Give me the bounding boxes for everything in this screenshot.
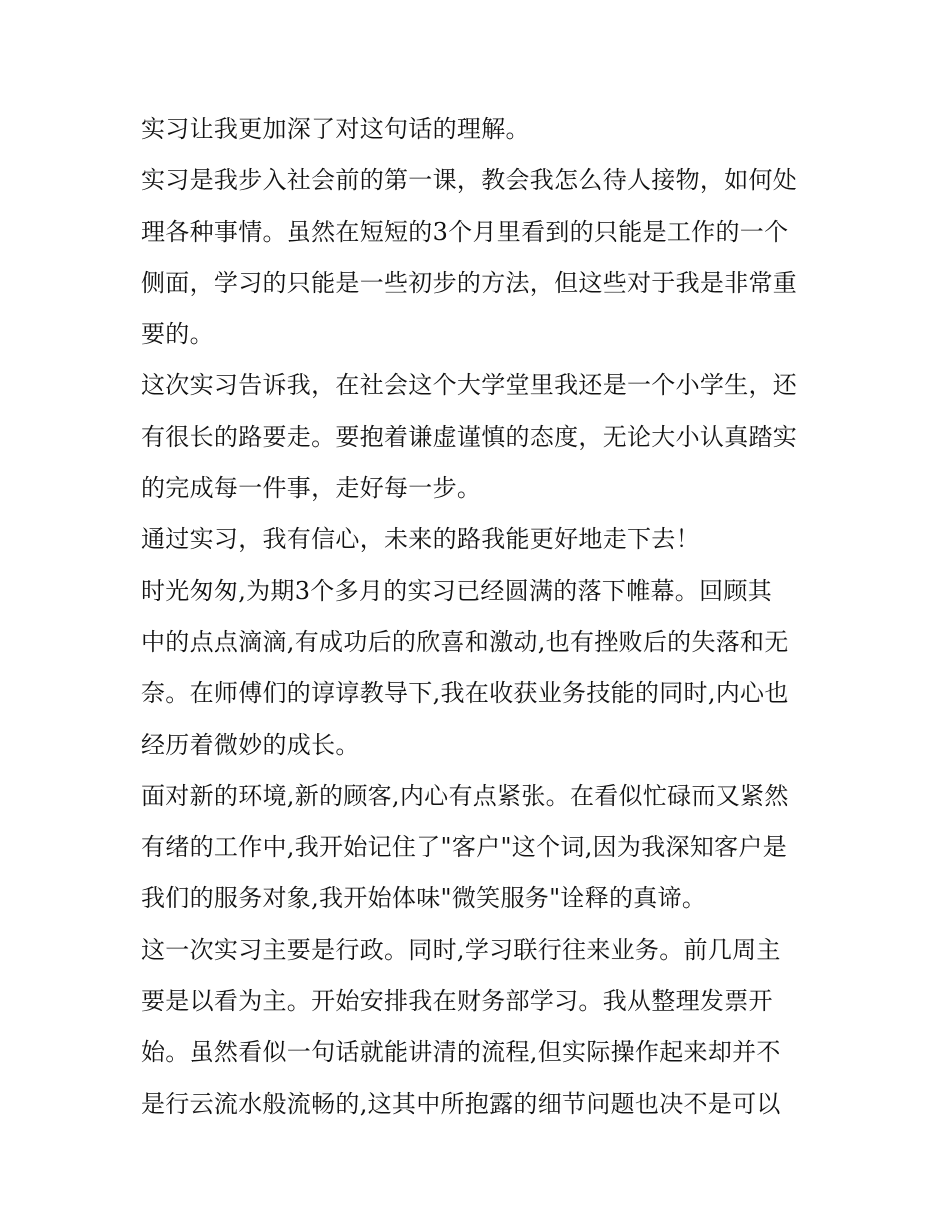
text-line: 要的。: [141, 320, 214, 349]
text-line: 时光匆匆,为期3个多月的实习已经圆满的落下帷幕。回顾其: [141, 576, 772, 605]
text-line: 实习让我更加深了对这句话的理解。: [141, 115, 530, 143]
text-line: 要是以看为主。开始安排我在财务部学习。我从整理发票开: [141, 987, 773, 1016]
text-line: 经历着微妙的成长。: [141, 730, 360, 759]
text-line: 侧面，学习的只能是一些初步的方法，但这些对于我是非常重: [141, 268, 798, 297]
text-line: 面对新的环境,新的顾客,内心有点紧张。在看似忙碌而又紧然: [141, 781, 789, 810]
text-line: 始。虽然看似一句话就能讲清的流程,但实际操作起来却并不: [141, 1038, 781, 1067]
text-line: 我们的服务对象,我开始体味"微笑服务"诠释的真谛。: [141, 884, 707, 913]
text-line: 奈。在师傅们的谆谆教导下,我在收获业务技能的同时,内心也: [141, 679, 789, 708]
text-line: 有很长的路要走。要抱着谦虚谨慎的态度，无论大小认真踏实: [141, 422, 798, 451]
text-line: 有绪的工作中,我开始记住了"客户"这个词,因为我深知客户是: [141, 833, 788, 862]
text-line: 实习是我步入社会前的第一课，教会我怎么待人接物，如何处: [141, 166, 798, 195]
document-body: [141, 104, 813, 1130]
text-line: 中的点点滴滴,有成功后的欣喜和激动,也有挫败后的失落和无: [141, 627, 789, 656]
text-line: 这次实习告诉我，在社会这个大学堂里我还是一个小学生，还: [141, 371, 798, 400]
text-line: 理各种事情。虽然在短短的3个月里看到的只能是工作的一个: [141, 217, 789, 246]
text-line: 通过实习，我有信心，未来的路我能更好地走下去！: [141, 525, 700, 554]
text-line: 的完成每一件事，走好每一步。: [141, 474, 482, 503]
text-line: 这一次实习主要是行政。同时,学习联行往来业务。前几周主: [141, 935, 781, 964]
text-line: 是行云流水般流畅的,这其中所抱露的细节问题也决不是可以: [141, 1089, 781, 1118]
